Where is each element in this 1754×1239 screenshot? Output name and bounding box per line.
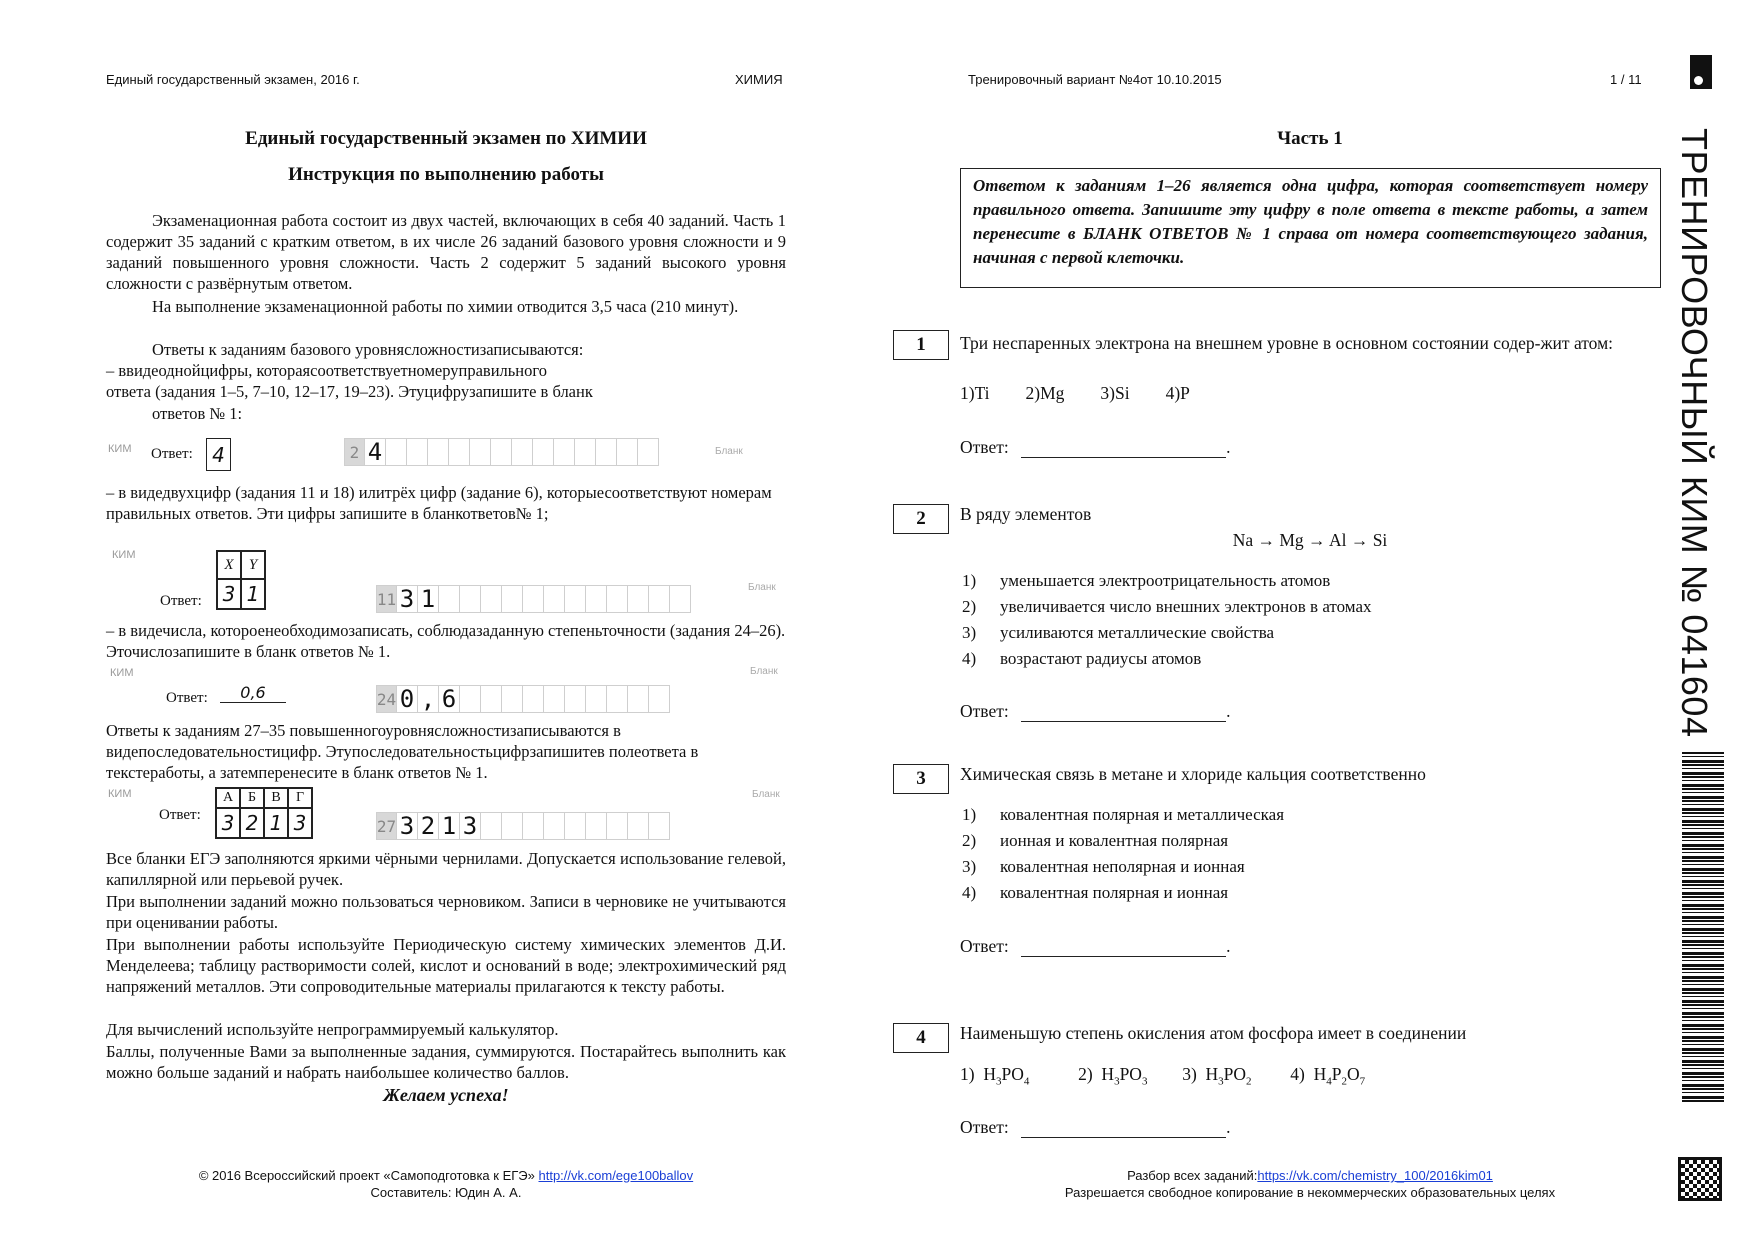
barcode-icon (1682, 752, 1724, 1102)
strip-cell: 6 (439, 685, 460, 713)
answer-field[interactable] (1021, 1119, 1226, 1138)
example4-blank-strip (376, 812, 670, 842)
strip-cell: 2 (418, 812, 439, 840)
task3-options: 1) ковалентная полярная и металлическая 2) ионная и ковалентная полярная 3) ковалентная неполярная и ионная 4) ковалентная полярная и ионная (962, 805, 1285, 902)
option: увеличивается число внешних электронов в атомах (1000, 597, 1372, 616)
answer-label: Ответ: (960, 701, 1009, 721)
option: ковалентная полярная и ионная (1000, 883, 1229, 902)
task2-question: В ряду элементов (960, 504, 1092, 524)
example3-answer-value: 0,6 (220, 683, 286, 703)
option: 2)Mg (1025, 383, 1065, 403)
option: уменьшается электроотрицательность атомов (1000, 571, 1331, 590)
strip-cell: 4 (365, 438, 386, 466)
task2-options: 1) уменьшается электроотрицательность атомов 2) увеличивается число внешних электронов в атомах 3) усиливаются металлические свойства 4) возрастают радиусы атомов (962, 571, 1372, 668)
option: 4)P (1165, 383, 1190, 403)
example1-blank-strip (344, 438, 659, 468)
example4-blank-label: Бланк (752, 789, 780, 800)
example3-blank-strip (376, 685, 670, 715)
draft-paragraph: При выполнении заданий можно пользоваться черновиком. Записи в черновике не учитываются при оценивании работы. (106, 892, 786, 932)
example2-blank-label: Бланк (748, 582, 776, 593)
number-answer-paragraph: – в видечисла, котороенеобходимозаписать, соблюдазаданную степеньточности (задания 24–26). Эточислозапишите в бланк ответов № 1. (106, 621, 786, 661)
document-title: Единый государственный экзамен по ХИМИИ (245, 128, 647, 149)
task4-answer-row: Ответ: . (960, 1117, 1231, 1137)
instruction-box (960, 168, 1661, 288)
analysis-link[interactable]: https://vk.com/chemistry_100/2016kim01 (1257, 1168, 1493, 1183)
answer-head-x: X (217, 551, 241, 579)
strip-cell: 3 (397, 812, 418, 840)
footer-right (990, 1167, 1630, 1201)
header-subject: ХИМИЯ (735, 72, 783, 87)
copy-permission: Разрешается свободное копирование в некоммерческих образовательных целях (1064, 1185, 1556, 1200)
example2-answer-label: Ответ: (160, 593, 202, 609)
calculator-paragraph: Для вычислений используйте непрограммируемый калькулятор. (106, 1020, 559, 1039)
answer-head: Б (240, 788, 264, 808)
example1-answer-label: Ответ: (151, 446, 193, 462)
option: ковалентная полярная и металлическая (1000, 805, 1285, 824)
answer-head: А (216, 788, 240, 808)
single-digit-line-3: ответов № 1: (152, 404, 243, 423)
vk-link[interactable]: http://vk.com/ege100ballov (538, 1168, 694, 1183)
strip-cell: 1 (418, 585, 439, 613)
answer-label: Ответ: (960, 936, 1009, 956)
task1-question: Три неспаренных электрона на внешнем уровне в основном состоянии содер-жит атом: (960, 333, 1614, 353)
answer-cell: 2 (240, 808, 264, 838)
example4-kim-label: КИМ (108, 788, 132, 800)
example2-blank-strip (376, 585, 691, 615)
header-exam-title: Единый государственный экзамен, 2016 г. (106, 72, 360, 87)
option: 1)Ti (960, 383, 990, 403)
option: ковалентная неполярная и ионная (1000, 857, 1245, 876)
answer-cell: 3 (288, 808, 312, 838)
copyright-text: © 2016 Всероссийский проект «Самоподготовка к ЕГЭ» (198, 1168, 535, 1183)
scores-paragraph: Баллы, полученные Вами за выполненные задания, суммируются. Постарайтесь выполнить как можно больше заданий и набрать наибольшее количество баллов. (106, 1042, 786, 1082)
example4-answer-label: Ответ: (159, 807, 201, 823)
example3-kim-label: КИМ (110, 667, 134, 679)
strip-cell: 3 (460, 812, 481, 840)
example3-answer-label: Ответ: (166, 690, 208, 706)
corner-marker-icon (1690, 55, 1712, 89)
header-variant: Тренировочный вариант №4от 10.10.2015 (968, 72, 1222, 87)
instruction-text: Ответом к заданиям 1–26 является одна цифра, которая соответствует номеру правильного ответа. Запишите эту цифру в поле ответа в тексте работы, а затем перенесите в БЛАНК ОТВЕТОВ № 1 справа от номера соответствующего задания, начиная с первой клеточки. (973, 176, 1648, 267)
strip-cell: 1 (439, 812, 460, 840)
task4-question: Наименьшую степень окисления атом фосфора имеет в соединении (960, 1023, 1467, 1043)
example3-blank-label: Бланк (750, 666, 778, 677)
option: 3)Si (1100, 383, 1130, 403)
instruction-title: Инструкция по выполнению работы (288, 164, 604, 185)
answer-field[interactable] (1021, 703, 1226, 722)
answer-label: Ответ: (960, 437, 1009, 457)
strip-task-number: 27 (376, 812, 397, 840)
example1-blank-label: Бланк (715, 446, 743, 457)
task4-options: 1) $H_3PO_4$ 2) $H_3PO_3$ 3) $H_3PO_2$ 4) $H_4P_2O_7$ (960, 1064, 1366, 1088)
answer-field[interactable] (1021, 938, 1226, 957)
task3-answer-row: Ответ: . (960, 936, 1231, 956)
part-title: Часть 1 (1277, 128, 1343, 149)
single-digit-line-1: – ввидеоднойцифры, котораясоответствуетномеруправильного (106, 361, 547, 380)
task-number-box: 2 (893, 504, 949, 534)
answer-cell: 1 (264, 808, 288, 838)
answer-field[interactable] (1021, 439, 1226, 458)
strip-task-number: 11 (376, 585, 397, 613)
good-luck-text: Желаем успеха! (383, 1085, 509, 1105)
option: возрастают радиусы атомов (1000, 649, 1202, 668)
strip-cell: 3 (397, 585, 418, 613)
task2-answer-row: Ответ: . (960, 701, 1231, 721)
answer-cell: 1 (241, 579, 265, 609)
answer-label: Ответ: (960, 1117, 1009, 1137)
option: усиливаются металлические свойства (1000, 623, 1275, 642)
answer-head: В (264, 788, 288, 808)
strip-cell: 0 (397, 685, 418, 713)
strip-task-number: 24 (376, 685, 397, 713)
qr-code-icon (1678, 1157, 1722, 1201)
sequence-answer-paragraph: Ответы к заданиям 27–35 повышенногоуровнясложностизаписываются в видепоследовательностицифр. Этупоследовательностьцифрзапишитев полеответа в текстеработы, а затемперенесите в бланк ответов № 1. (106, 721, 699, 782)
single-digit-line-2: ответа (задания 1–5, 7–10, 12–17, 19–23). Этуцифрузапишите в бланк (106, 382, 593, 401)
materials-paragraph: При выполнении работы используйте Периодическую систему химических элементов Д.И. Менделеева; таблицу растворимости солей, кислот и оснований в воде; электрохимический ряд напряжений металлов. Эти сопроводительные материалы прилагаются к тексту работы. (106, 935, 786, 996)
task3-question: Химическая связь в метане и хлориде кальция соответственно (960, 764, 1426, 784)
task1-answer-row: Ответ: . (960, 437, 1231, 457)
footer-left (106, 1167, 786, 1201)
header-page-number: 1 / 11 (1610, 72, 1642, 87)
strip-cell: , (418, 685, 439, 713)
two-digit-paragraph: – в видедвухцифр (задания 11 и 18) илитрёх цифр (задание 6), которыесоответствуют номерам правильных ответов. Эти цифры запишите в бланкответов№ 1; (106, 483, 772, 523)
example4-answer-table (215, 787, 313, 839)
intro-paragraph: Экзаменационная работа состоит из двух частей, включающих в себя 40 заданий. Часть 1 содержит 35 заданий с кратким ответом, в их числе 26 заданий базового уровня сложности и 9 заданий повышенного уровня сложности. Часть 2 содержит 5 заданий высокого уровня сложности с развёрнутым ответом. (106, 211, 786, 293)
ink-paragraph: Все бланки ЕГЭ заполняются яркими чёрными чернилами. Допускается использование гелевой, капиллярной или перьевой ручек. (106, 849, 786, 889)
example1-answer-cell: 4 (206, 438, 231, 471)
example2-answer-table (216, 550, 266, 610)
example2-kim-label: КИМ (112, 549, 136, 561)
answer-head-y: Y (241, 551, 265, 579)
analysis-prefix: Разбор всех заданий: (1127, 1168, 1258, 1183)
variant-side-label: ТРЕНИРОВОЧНЫЙ КИМ № 041604 (1674, 128, 1715, 738)
duration-paragraph: На выполнение экзаменационной работы по химии отводится 3,5 часа (210 минут). (152, 297, 739, 316)
answer-head: Г (288, 788, 312, 808)
strip-task-number: 2 (344, 438, 365, 466)
task2-formula: Na → Mg → Al → Si (1232, 530, 1388, 550)
task-number-box: 4 (893, 1023, 949, 1053)
task1-options (960, 383, 1190, 404)
author-text: Составитель: Юдин А. А. (370, 1185, 522, 1200)
option: ионная и ковалентная полярная (1000, 831, 1229, 850)
example1-kim-label: КИМ (108, 443, 132, 455)
basic-answers-text: Ответы к заданиям базового уровнясложностизаписываются: (152, 340, 584, 359)
answer-cell: 3 (216, 808, 240, 838)
task-number-box: 1 (893, 330, 949, 360)
answer-cell: 3 (217, 579, 241, 609)
task-number-box: 3 (893, 764, 949, 794)
